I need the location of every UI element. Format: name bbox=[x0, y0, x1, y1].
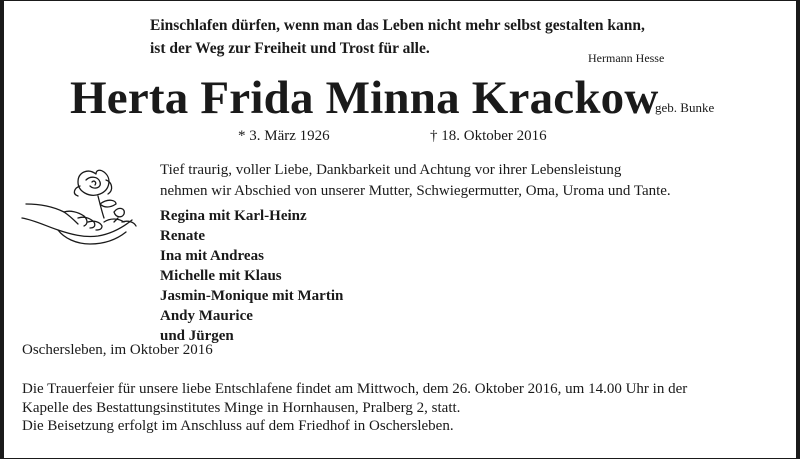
family-member: Regina mit Karl-Heinz bbox=[160, 208, 307, 224]
intro-line-2: nehmen wir Abschied von unserer Mutter, Schwiegermutter, Oma, Uroma und Tante. bbox=[160, 183, 671, 199]
family-list bbox=[160, 206, 343, 346]
family-member: Renate bbox=[160, 228, 205, 244]
maiden-name: geb. Bunke bbox=[655, 100, 715, 115]
birth-date: * 3. März 1926 bbox=[238, 128, 330, 144]
place-date: Oschersleben, im Oktober 2016 bbox=[22, 342, 213, 358]
family-member: Andy Maurice bbox=[160, 308, 253, 324]
family-member: Michelle mit Klaus bbox=[160, 268, 282, 284]
notice-line-2: Kapelle des Bestattungsinstitutes Minge in Hornhausen, Pralberg 2, statt. bbox=[22, 399, 461, 416]
hands-holding-rose-icon bbox=[18, 160, 148, 250]
motto-line-2: ist der Weg zur Freiheit und Trost für alle. bbox=[150, 40, 430, 57]
intro-line-1: Tief traurig, voller Liebe, Dankbarkeit und Achtung vor ihrer Lebensleistung bbox=[160, 162, 622, 178]
motto-line-1: Einschlafen dürfen, wenn man das Leben nicht mehr selbst gestalten kann, bbox=[150, 17, 645, 34]
intro-text bbox=[160, 160, 760, 202]
death-date: † 18. Oktober 2016 bbox=[430, 128, 547, 144]
deceased-name: Herta Frida Minna Krackow bbox=[70, 72, 659, 124]
funeral-notice bbox=[22, 380, 782, 436]
family-member: Ina mit Andreas bbox=[160, 248, 264, 264]
notice-line-1: Die Trauerfeier für unsere liebe Entschlafene findet am Mittwoch, dem 26. Oktober 2016, um 14.00 Uhr in der bbox=[22, 381, 688, 397]
family-member: und Jürgen bbox=[160, 328, 234, 344]
notice-line-3: Die Beisetzung erfolgt im Anschluss auf dem Friedhof in Oschersleben. bbox=[22, 418, 454, 434]
motto-author: Hermann Hesse bbox=[588, 51, 665, 65]
family-member: Jasmin-Monique mit Martin bbox=[160, 288, 344, 304]
